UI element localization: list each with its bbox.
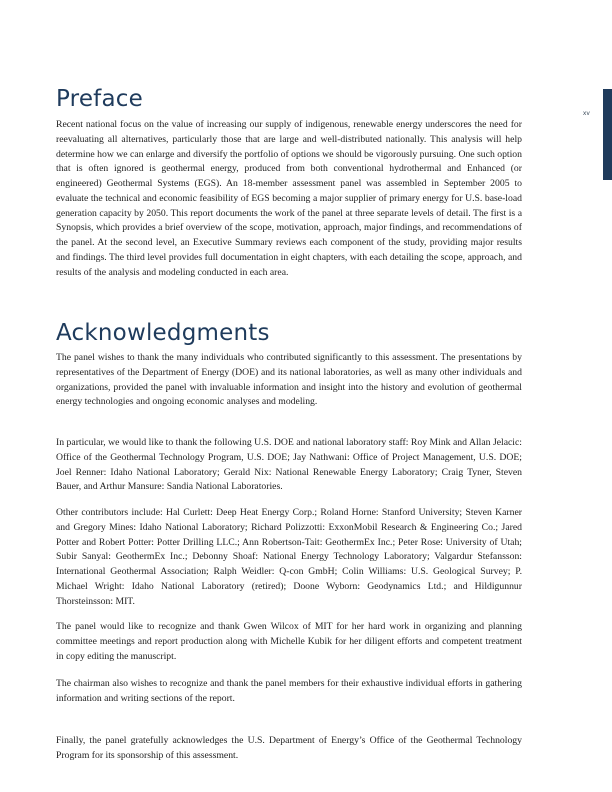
acknowledgments-paragraph-6: Finally, the panel gratefully acknowledges the U.S. Department of Energy’s Office of the Geothermal Technology Program for its sponsorship of this assessment. [56,735,522,761]
preface-heading: Preface [56,86,143,112]
acknowledgments-paragraph-2: In particular, we would like to thank the following U.S. DOE and national laboratory staff: Roy Mink and Allan Jelacic: Office of the Geothermal Technology Program, U.S. DOE; Jay Nathwani: Office of Project Management, U.S. DOE; Joel Renner: Idaho National Laboratory; Gerald Nix: National Renewable Energy Laboratory; Craig Tyner, Steven Bauer, and Arthur Mansure: Sandia National Laboratories. [56,437,522,493]
acknowledgments-paragraph-3: Other contributors include: Hal Curlett: Deep Heat Energy Corp.; Roland Horne: Stanford University; Steven Karner and Gregory Mines: Idaho National Laboratory; Richard Polizzotti: ExxonMobil Research & Engineering Co.; Jared Potter and Robert Potter: Potter Drilling LLC.; Ann Robertson-Tait: GeothermEx Inc.; Peter Rose: University of Utah; Subir Sanyal: GeothermEx Inc.; Debonny Shoaf: National Energy Technology Laboratory; Valgardur Stefansson: International Geothermal Association; Ralph Weidler: Q-con GmbH; Colin Williams: U.S. Geological Survey; P. Michael Wright: Idaho National Laboratory (retired); Doone Wyborn: Geodynamics Ltd.; and Hildigunnur Thorsteinsson: MIT. [56,507,522,607]
chapter-side-tab [603,89,612,180]
acknowledgments-paragraph-4: The panel would like to recognize and thank Gwen Wilcox of MIT for her hard work in organizing and planning committee meetings and report production along with Michelle Kubik for her diligent efforts and competent treatment in copy editing the manuscript. [56,621,522,662]
acknowledgments-paragraph-5: The chairman also wishes to recognize and thank the panel members for their exhaustive individual efforts in gathering information and writing sections of the report. [56,678,522,704]
acknowledgments-heading: Acknowledgments [56,320,270,346]
preface-paragraph: Recent national focus on the value of increasing our supply of indigenous, renewable energy underscores the need for reevaluating all alternatives, particularly those that are large and well-distributed nationally. This analysis will help determine how we can enlarge and diversify the portfolio of options we should be vigorously pursuing. One such option that is often ignored is geothermal energy, produced from both conventional hydrothermal and Enhanced (or engineered) Geothermal Systems (EGS). An 18-member assessment panel was assembled in September 2005 to evaluate the technical and economic feasibility of EGS becoming a major supplier of primary energy for U.S. base-load generation capacity by 2050. This report documents the work of the panel at three separate levels of detail. The first is a Synopsis, which provides a brief overview of the scope, motivation, approach, major findings, and recommendations of the panel. At the second level, an Executive Summary reviews each component of the study, providing major results and findings. The third level provides full documentation in eight chapters, with each detailing the scope, approach, and results of the analysis and modeling conducted in each area. [56,119,522,278]
page-number: xv [583,110,591,117]
acknowledgments-paragraph-1: The panel wishes to thank the many individuals who contributed significantly to this assessment. The presentations by representatives of the Department of Energy (DOE) and its national laboratories, as well as many other individuals and organizations, provided the panel with invaluable information and insight into the history and evolution of geothermal energy technologies and ongoing economic analyses and modeling. [56,352,522,408]
